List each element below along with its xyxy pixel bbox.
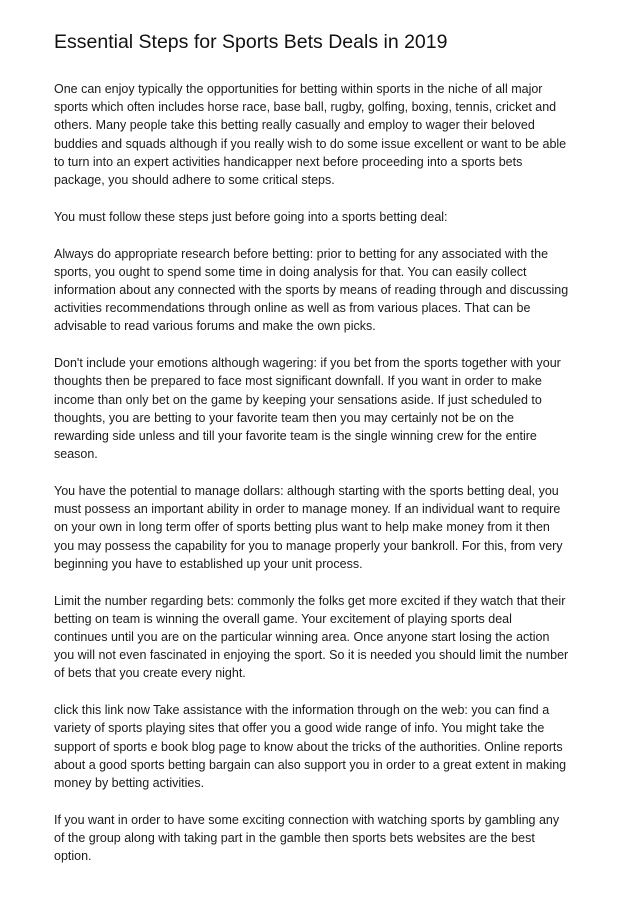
paragraph-line: you may possess the capability for you to manage properly your bankroll. For this, from very [54, 538, 563, 553]
paragraph-line: click this link now Take assistance with the information through on the web: you can find a [54, 703, 550, 718]
paragraph [54, 592, 588, 683]
paragraph [54, 482, 588, 573]
paragraph-line: information about any connected with the sports by means of reading through and discussing [54, 283, 569, 298]
paragraph-line: package, you should adhere to some critical steps. [54, 173, 335, 188]
paragraph-line: support of sports e book blog page to know about the tricks of the authorities. Online reports [54, 739, 563, 754]
paragraph-line: you will not even fascinated in enjoying the sport. So it is needed you should limit the number [54, 648, 569, 663]
paragraph-line: must possess an important ability in order to manage money. If an individual want to require [54, 502, 561, 517]
paragraph-line: sports, you ought to spend some time in doing analysis for that. You can easily collect [54, 264, 527, 279]
paragraph-line: sports which often includes horse race, base ball, rugby, golfing, boxing, tennis, cricket and [54, 100, 557, 115]
paragraph-line: activities recommendations through online as well as from various places. That can be [54, 301, 531, 316]
paragraph-line: thoughts, you are betting to your favorite team then you may certainly not be on the [54, 410, 514, 425]
paragraph-line: You must follow these steps just before going into a sports betting deal: [54, 209, 448, 224]
paragraph [54, 701, 588, 792]
paragraph-line: You have the potential to manage dollars: although starting with the sports betting deal, you [54, 484, 559, 499]
paragraph-line: Limit the number regarding bets: commonly the folks get more excited if they watch that their [54, 593, 566, 608]
paragraph-line: advisable to read various forums and make the own picks. [54, 319, 376, 334]
paragraph-line: Don't include your emotions although wagering: if you bet from the sports together with your [54, 356, 561, 371]
paragraph-line: variety of sports playing sites that offer you a good wide range of info. You might take the [54, 721, 545, 736]
paragraph-line: money by betting activities. [54, 776, 205, 791]
paragraph [54, 208, 588, 226]
paragraph-line: continues until you are on the particular winning area. Once anyone start losing the action [54, 630, 550, 645]
paragraph-line: If you want in order to have some exciting connection with watching sports by gambling any [54, 812, 560, 827]
paragraph-line: One can enjoy typically the opportunities for betting within sports in the niche of all major [54, 82, 543, 96]
paragraph-line: thoughts then be prepared to face most significant downfall. If you want in order to make [54, 374, 542, 389]
document-title: Essential Steps for Sports Bets Deals in 2019 [54, 31, 448, 53]
paragraph [54, 80, 588, 189]
document-body [54, 80, 588, 884]
paragraph-line: on your own in long term offer of sports betting plus want to help make money from it then [54, 520, 550, 535]
paragraph-line: Always do appropriate research before betting: prior to betting for any associated with the [54, 246, 549, 261]
paragraph-line: buddies and squads although if you really wish to do some issue excellent or want to be able [54, 136, 567, 151]
paragraph-line: option. [54, 849, 92, 864]
paragraph-line: of bets that you create every night. [54, 666, 246, 681]
paragraph-line: others. Many people take this betting really casually and employ to wager their beloved [54, 118, 535, 133]
paragraph-line: rewarding side unless and till your favorite team is the single winning crew for the entire [54, 429, 537, 444]
paragraph-line: about a good sports betting bargain can also support you in order to a great extent in making [54, 757, 567, 772]
paragraph-line: income than only bet on the game by keeping your sensations aside. If just scheduled to [54, 392, 542, 407]
paragraph-line: season. [54, 447, 98, 462]
paragraph-line: of the group along with taking part in the gamble then sports bets websites are the best [54, 831, 535, 846]
paragraph-line: to turn into an expert activities handicapper next before proceeding into a sports bets [54, 154, 523, 169]
paragraph [54, 811, 588, 866]
paragraph-line: betting on team is winning the overall game. Your excitement of playing sports deal [54, 611, 512, 626]
paragraph [54, 245, 588, 336]
paragraph-line: beginning you have to established up your unit process. [54, 556, 363, 571]
paragraph [54, 354, 588, 463]
